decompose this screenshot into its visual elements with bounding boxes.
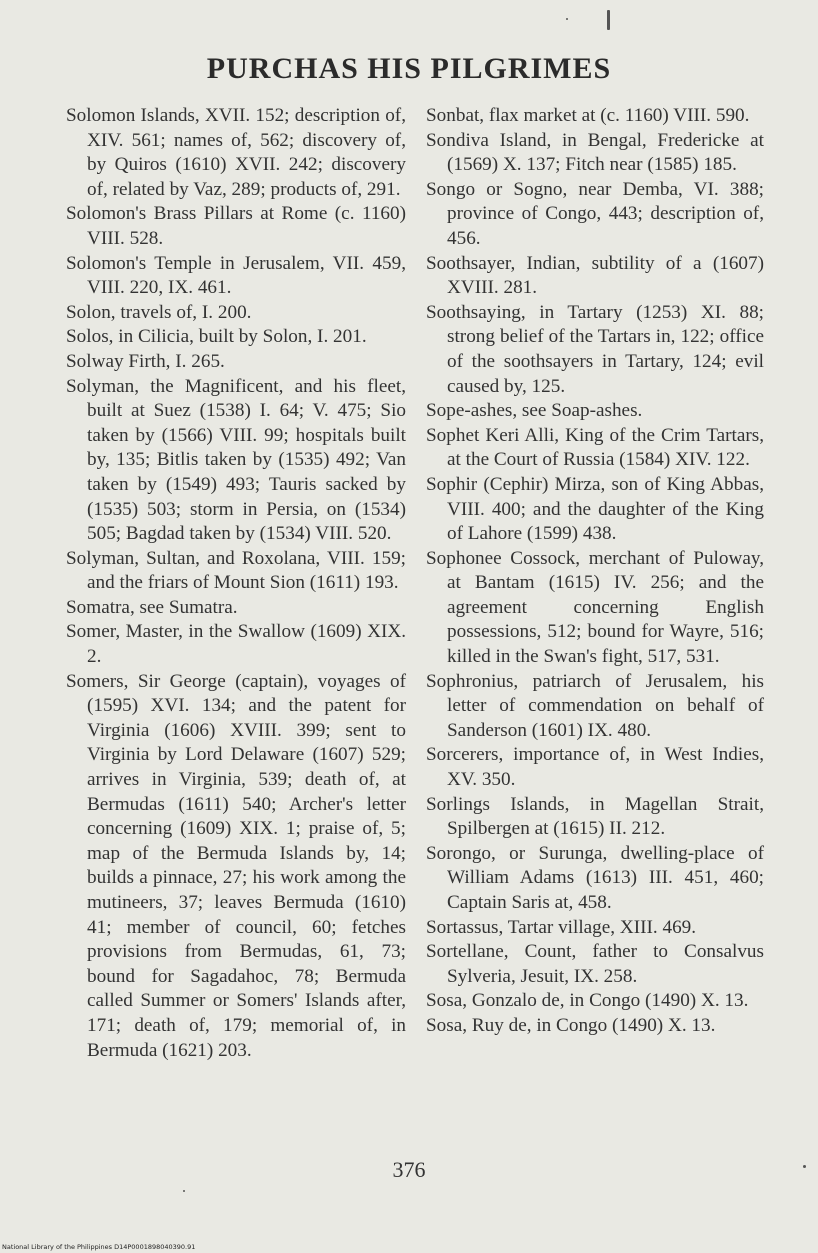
index-entry: Sorcerers, importance of, in West Indies, XV. 350. — [426, 744, 764, 791]
index-entry: Sophet Keri Alli, King of the Crim Tartars, at the Court of Russia (1584) XIV. 122. — [426, 424, 764, 471]
index-entry: Soothsaying, in Tartary (1253) XI. 88; strong belief of the Tartars in, 122; office of the soothsayers in Tartary, 124; evil caused by, 125. — [426, 301, 764, 397]
index-entry: Solomon Islands, XVII. 152; description of, XIV. 561; names of, 562; discovery of, by Quiros (1610) XVII. 242; discovery of, related by Vaz, 289; products of, 291. — [66, 105, 406, 200]
index-entry: Sorlings Islands, in Magellan Strait, Spilbergen at (1615) II. 212. — [426, 793, 764, 840]
index-entry: Sophir (Cephir) Mirza, son of King Abbas, VIII. 400; and the daughter of the King of Lahore (1599) 438. — [426, 473, 764, 545]
index-entry: Soothsayer, Indian, subtility of a (1607) XVIII. 281. — [426, 252, 764, 299]
scan-speck — [607, 10, 610, 30]
index-entry: Solomon's Temple in Jerusalem, VII. 459, VIII. 220, IX. 461. — [66, 252, 406, 299]
page-title: PURCHAS HIS PILGRIMES — [206, 52, 612, 85]
index-entry: Sorongo, or Surunga, dwelling-place of William Adams (1613) III. 451, 460; Captain Saris at, 458. — [426, 842, 764, 913]
scan-speck — [566, 18, 568, 20]
index-entry: Sosa, Gonzalo de, in Congo (1490) X. 13. — [426, 990, 749, 1012]
scan-footer: National Library of the Philippines D14P0001898040390.91 — [2, 1243, 196, 1251]
index-entry: Songo or Sogno, near Demba, VI. 388; province of Congo, 443; description of, 456. — [426, 178, 764, 249]
index-entry: Somatra, see Sumatra. — [66, 596, 238, 618]
index-entry: Sophronius, patriarch of Jerusalem, his letter of commendation on behalf of Sanderson (1601) IX. 480. — [426, 670, 764, 741]
index-entry: Solyman, Sultan, and Roxolana, VIII. 159; and the friars of Mount Sion (1611) 193. — [66, 547, 406, 594]
index-entry: Sonbat, flax market at (c. 1160) VIII. 590. — [426, 105, 750, 126]
index-entry: Sortellane, Count, father to Consalvus Sylveria, Jesuit, IX. 258. — [426, 941, 764, 987]
scan-speck — [803, 1165, 806, 1168]
index-entry: Sondiva Island, in Bengal, Fredericke at (1569) X. 137; Fitch near (1585) 185. — [426, 129, 764, 176]
index-entry: Solos, in Cilicia, built by Solon, I. 201. — [66, 326, 367, 348]
index-entry: Somers, Sir George (captain), voyages of (1595) XVI. 134; and the patent for Virginia (1606) XVIII. 399; sent to Virginia by Lord Delaware (1607) 529; arrives in Virginia, 539; death of, at Bermudas (1611) 540; Archer's letter concerning (1609) XIX. 1; praise of, 5; map of the Bermuda Islands by, 14; builds a pinnace, 27; his work among the mutineers, 37; leaves Bermuda (1610) 41; member of council, 60; fetches provisions from Bermudas, 61, 73; bound for Sagadahoc, 78; Bermuda called Summer or Somers' Islands after, 171; death of, 179; memorial of, in Bermuda (1621) 203. — [66, 670, 406, 1061]
index-entry: Solomon's Brass Pillars at Rome (c. 1160) VIII. 528. — [66, 203, 406, 249]
index-column-right — [426, 104, 764, 1039]
index-entry: Solon, travels of, I. 200. — [66, 301, 252, 323]
index-column-left — [66, 104, 406, 1063]
scan-speck — [183, 1190, 185, 1192]
index-entry: Solyman, the Magnificent, and his fleet, built at Suez (1538) I. 64; V. 475; Sio taken by (1566) VIII. 99; hospitals built by, 135; Bitlis taken by (1535) 492; Van taken by (1549) 493; Tauris sacked by (1535) 503; storm in Persia, on (1534) 505; Bagdad taken by (1534) VIII. 520. — [66, 375, 406, 545]
index-entry: Sophonee Cossock, merchant of Puloway, at Bantam (1615) IV. 256; and the agreement concerning English possessions, 512; bound for Wayre, 516; killed in the Swan's fight, 517, 531. — [426, 547, 764, 668]
index-entry: Sosa, Ruy de, in Congo (1490) X. 13. — [426, 1014, 716, 1036]
index-entry: Sope-ashes, see Soap-ashes. — [426, 400, 643, 422]
index-entry: Somer, Master, in the Swallow (1609) XIX. 2. — [66, 621, 406, 668]
index-entry: Solway Firth, I. 265. — [66, 350, 225, 372]
index-entry: Sortassus, Tartar village, XIII. 469. — [426, 916, 697, 938]
page-number: 376 — [392, 1157, 426, 1182]
